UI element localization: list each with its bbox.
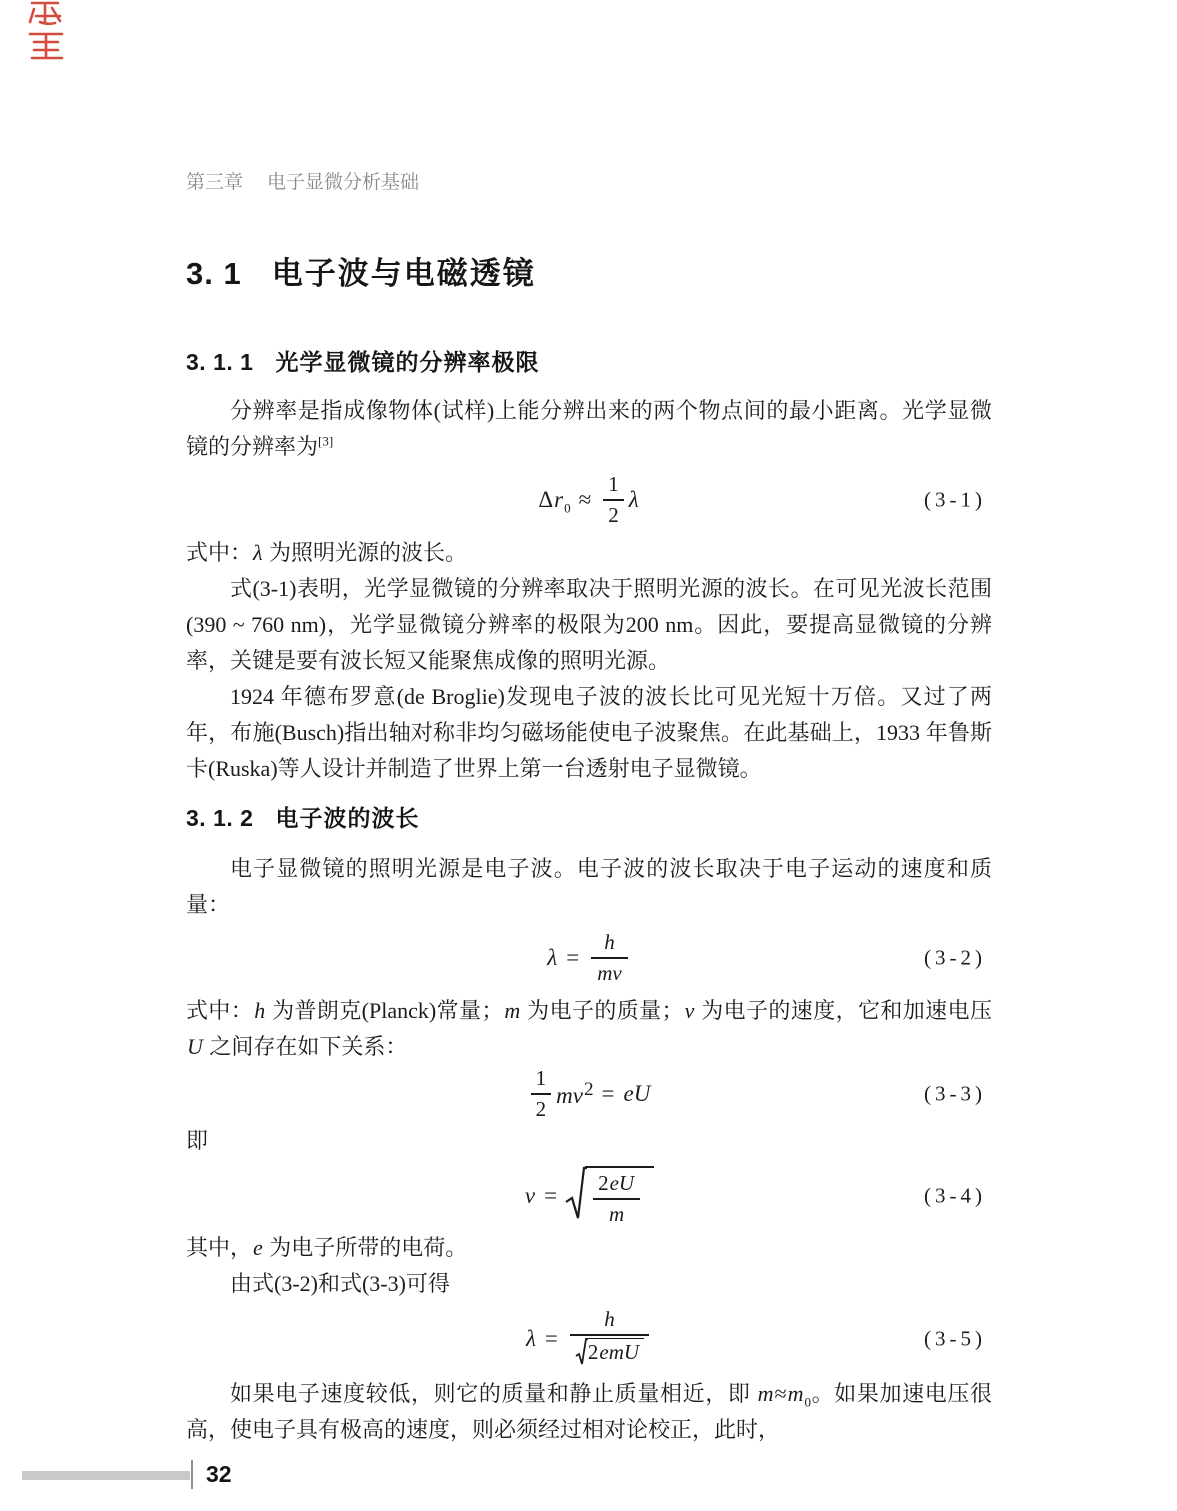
- running-header-title: 电子显微分析基础: [267, 172, 420, 193]
- fraction: $\frac{h}{mv}$: [591, 930, 628, 986]
- equation-number: (3-2): [924, 945, 986, 970]
- footer-divider-rule: [191, 1460, 193, 1489]
- formula: $\frac{1}{2}$ $mv^2$ = eU: [527, 1066, 652, 1122]
- paragraph-lambda-note: 式中：λ 为照明光源的波长。: [186, 540, 468, 565]
- equation-3-5: [186, 1304, 992, 1374]
- red-stamp-marks: [22, 0, 70, 64]
- page-number: 32: [206, 1461, 232, 1487]
- fraction: $\frac{1}{2}$: [603, 472, 624, 528]
- section-title: 电子波与电磁透镜: [271, 256, 536, 291]
- formula-term: $mv^2$: [556, 1078, 594, 1109]
- paragraph-text: 分辨率是指成像物体(试样)上能分辨出来的两个物点间的最小距离。光学显微镜的分辨率为: [186, 398, 992, 459]
- section-3-1-1-heading: [186, 347, 992, 377]
- formula-lhs: $\Delta r_0$: [538, 487, 571, 516]
- section-number: 3. 1. 1: [186, 349, 254, 375]
- paragraph-derivation: 由式(3-2)和式(3-3)可得: [230, 1271, 450, 1296]
- section-number: 3. 1: [186, 256, 242, 291]
- equation-number: (3-3): [924, 1081, 986, 1106]
- fraction: $\frac{h}{\text{2emU}}$: [570, 1307, 649, 1372]
- equation-number: (3-4): [924, 1183, 986, 1208]
- fraction: $\frac{1}{2}$: [531, 1066, 552, 1122]
- paragraph-history: 1924 年德布罗意(de Broglie)发现电子波的波长比可见光短十万倍。又过了两年，布施(Busch)指出轴对称非均匀磁场能使电子波聚焦。在此基础上，1933 年鲁斯卡(Ruska)等人设计并制造了世界上第一台透射电子显微镜。: [186, 684, 992, 781]
- square-root: 2emU: [575, 1338, 644, 1366]
- paragraph-namely: 即: [186, 1128, 209, 1153]
- formula: $\Delta r_0$ ≈ $\frac{1}{2}$ λ: [538, 472, 639, 527]
- text-column: [186, 0, 992, 1448]
- section-title: 电子波的波长: [275, 805, 420, 831]
- equation-3-3: [186, 1067, 992, 1121]
- paragraph-electron-wave-intro: 电子显微镜的照明光源是电子波。电子波的波长取决于电子运动的速度和质量：: [186, 856, 992, 917]
- equation-number: (3-1): [924, 487, 986, 512]
- equation-number: (3-5): [924, 1326, 986, 1351]
- equation-3-2: [186, 929, 992, 987]
- section-title: 光学显微镜的分辨率极限: [275, 349, 540, 375]
- paragraph-resolution-definition: [186, 393, 992, 465]
- footer-decoration-bar: [22, 1471, 190, 1480]
- formula: λ = $\frac{h}{mv}$: [546, 930, 631, 986]
- radical-sign: [565, 1166, 587, 1222]
- fraction: $\frac{2eU}{m}$: [593, 1171, 640, 1227]
- running-header: [186, 170, 992, 196]
- paragraph-relativistic-note: 如果电子速度较低，则它的质量和静止质量相近，即 $m\approx m_0$。如果加速电压很高，使电子具有极高的速度，则必须经过相对论校正，此时，: [186, 1381, 992, 1442]
- section-3-1-heading: [186, 256, 992, 292]
- square-root: [565, 1166, 654, 1227]
- section-3-1-2-heading: [186, 803, 992, 833]
- equation-3-1: [186, 471, 992, 529]
- paragraph-planck-note: 式中：h 为普朗克(Planck)常量；m 为电子的质量；v 为电子的速度，它和加速电压 U 之间存在如下关系：: [186, 998, 992, 1059]
- equation-3-4: [186, 1162, 992, 1230]
- formula: λ = $\frac{h}{\text{2emU}}$: [525, 1307, 653, 1372]
- paragraph-visible-light-limit: 式(3-1)表明，光学显微镜的分辨率取决于照明光源的波长。在可见光波长范围(390 ~ 760 nm)，光学显微镜分辨率的极限为200 nm。因此，要提高显微镜的分辨率，关键是要有波长短又能聚焦成像的照明光源。: [186, 576, 992, 673]
- section-number: 3. 1. 2: [186, 805, 254, 831]
- formula: v = $\frac{2eU}{m}$: [524, 1166, 654, 1227]
- citation-ref: [3]: [318, 433, 334, 449]
- running-header-chapter: 第三章: [186, 172, 244, 193]
- paragraph-charge-note: 其中，e 为电子所带的电荷。: [186, 1235, 468, 1260]
